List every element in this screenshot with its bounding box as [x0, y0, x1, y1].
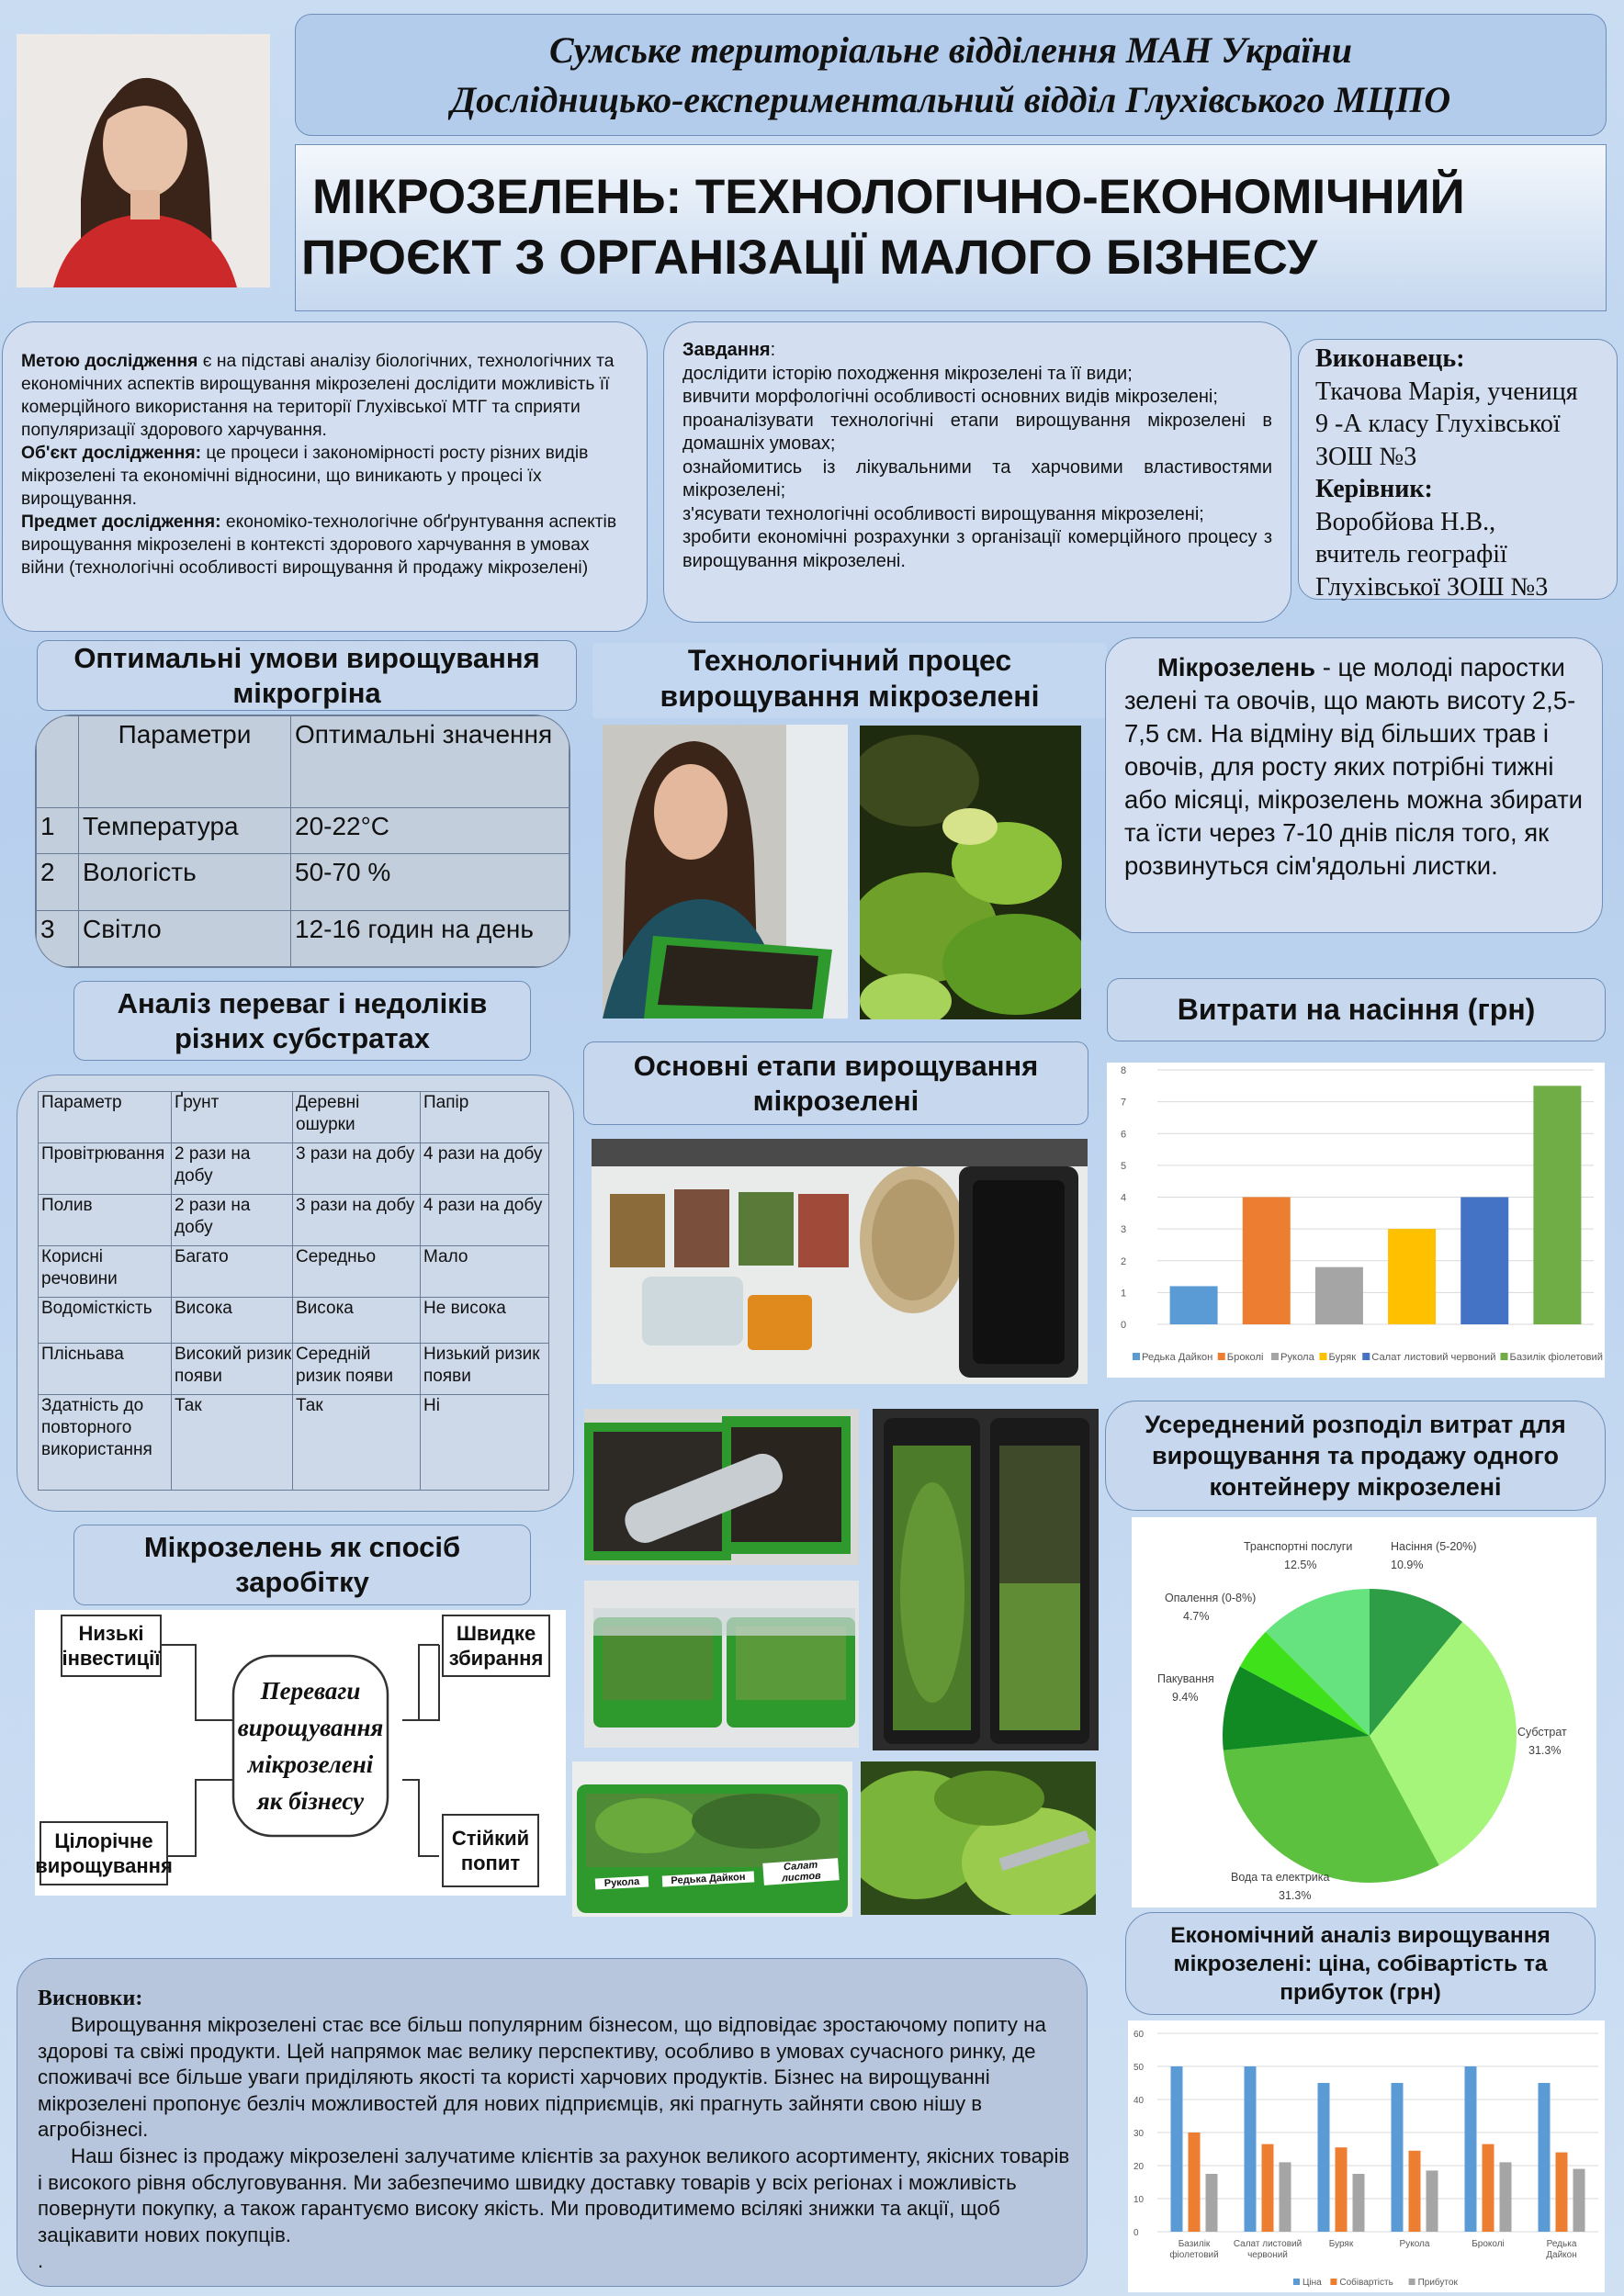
author-portrait	[17, 34, 270, 287]
y-tick-label: 50	[1133, 2063, 1145, 2073]
bar	[1170, 1286, 1218, 1324]
table-row: Корисні речовини Багато Середньо Мало	[39, 1246, 549, 1298]
legend-label: Редька Дайкон	[1142, 1352, 1213, 1363]
conditions-col-value: Оптимальні значення	[291, 716, 570, 808]
y-tick-label: 5	[1121, 1160, 1127, 1172]
conditions-col-param: Параметри	[79, 716, 291, 808]
definition-panel	[1105, 637, 1603, 933]
slice-percent: 4.7%	[1183, 1610, 1210, 1623]
y-tick-label: 60	[1133, 2030, 1145, 2040]
purpose-panel	[2, 321, 648, 632]
cost-distribution-heading: Усереднений розподіл витрат для вирощування та продажу одного контейнеру мікрозелені	[1105, 1401, 1606, 1511]
y-tick-label: 40	[1133, 2096, 1145, 2106]
conditions-heading: Оптимальні умови вирощування мікрогріна	[37, 640, 577, 711]
bar	[1353, 2174, 1365, 2232]
bar	[1483, 2144, 1494, 2232]
task-item: дослідити історію походження мікрозелені та її види;	[682, 363, 1133, 384]
performer-class: 9 -А класу Глухівської	[1315, 410, 1561, 438]
legend-swatch	[1501, 1353, 1508, 1360]
slice-label: Пакування	[1157, 1672, 1214, 1685]
bar	[1465, 2066, 1477, 2232]
stable-demand-box: Стійкий попит	[442, 1814, 539, 1887]
table-row: 3 Світло 12-16 годин на день	[37, 911, 570, 967]
y-tick-label: 0	[1133, 2228, 1139, 2238]
y-tick-label: 4	[1121, 1192, 1127, 1204]
tech-process-heading: Технологічний процес вирощування мікрозелені	[592, 643, 1107, 718]
photo-harvest	[861, 1761, 1096, 1915]
photo-labeled-tray	[572, 1761, 852, 1917]
bar	[1171, 2066, 1183, 2232]
legend-swatch	[1330, 2279, 1336, 2285]
x-tick-label: Дайкон	[1546, 2250, 1577, 2260]
bar	[1243, 1198, 1291, 1325]
bar	[1318, 2083, 1330, 2232]
tasks-label: Завдання	[682, 340, 771, 360]
conclusions-label: Висновки:	[38, 1986, 143, 2010]
author-panel	[1298, 339, 1618, 600]
legend-label: Броколі	[1226, 1352, 1264, 1363]
conditions-table	[36, 715, 570, 967]
slice-label: Вода та електрика	[1231, 1871, 1330, 1884]
bar	[1460, 1198, 1508, 1325]
title-line-2: ПРОЄКТ З ОРГАНІЗАЦІЇ МАЛОГО БІЗНЕСУ	[301, 231, 1318, 285]
stages-heading: Основні етапи вирощування мікрозелені	[583, 1041, 1088, 1125]
task-item: вивчити морфологічні особливості основних видів мікрозелені;	[682, 387, 1218, 407]
table-row: Водомісткість Висока Висока Не висока	[39, 1298, 549, 1344]
bar	[1206, 2174, 1218, 2232]
bar	[1409, 2151, 1421, 2232]
legend-label: Прибуток	[1417, 2278, 1458, 2288]
legend-swatch	[1362, 1353, 1370, 1360]
slice-percent: 9.4%	[1172, 1691, 1199, 1704]
cost-distribution-plot	[1132, 1517, 1596, 1908]
table-row: Полив 2 рази на добу 3 рази на добу 4 рази на добу	[39, 1195, 549, 1246]
business-heading: Мікрозелень як спосіб заробітку	[73, 1525, 531, 1605]
legend-swatch	[1409, 2279, 1415, 2285]
legend-swatch	[1218, 1353, 1225, 1360]
bar	[1392, 2083, 1404, 2232]
legend-label: Ціна	[1303, 2278, 1322, 2288]
task-item: ознайомитись із лікувальними та харчовими властивостями мікрозелені;	[682, 456, 1272, 501]
economic-plot	[1128, 2020, 1605, 2292]
slice-percent: 31.3%	[1279, 1889, 1312, 1902]
poster-title	[295, 144, 1607, 311]
definition-term: Мікрозелень	[1157, 653, 1316, 681]
y-tick-label: 6	[1121, 1129, 1127, 1141]
table-row: 1 Температура 20-22°С	[37, 808, 570, 854]
slice-percent: 12.5%	[1284, 1559, 1317, 1571]
substrates-panel	[17, 1075, 574, 1512]
conclusions-panel	[17, 1958, 1088, 2287]
supervisor-label: Керівник:	[1315, 475, 1433, 503]
bar	[1388, 1229, 1436, 1324]
economic-heading: Економічний аналіз вирощування мікрозелені: ціна, собівартість та прибуток (грн)	[1125, 1912, 1596, 2015]
tray-label: Редька Дайкон	[662, 1871, 754, 1886]
purpose-subject: Предмет дослідження: економіко-технологічне обґрунтування аспектів вирощування мікрозелені в контексті здорового харчування в умовах війни (технологічні особливості вирощування й продажу мікрозелені)	[21, 512, 617, 578]
purpose-goal: Метою дослідження є на підставі аналізу біологічних, технологічних та економічних аспектів вирощування мікрозелені дослідити можливість її комерційного використання на території Глухівської МТГ та сприяти популяризації здорового харчування.	[21, 352, 615, 440]
legend-swatch	[1293, 2279, 1300, 2285]
tray-label: Салат листов	[762, 1858, 839, 1885]
conditions-table-wrap	[35, 715, 570, 968]
legend-swatch	[1133, 1353, 1140, 1360]
business-center-label: Переваги вирощування мікрозелені як бізнесу	[237, 1677, 384, 1815]
purpose-object: Об'єкт дослідження: це процеси і закономірності росту різних видів мікрозелені та економічні відносини, що виникають у процесі їх вирощування.	[21, 444, 589, 509]
year-round-box: Цілорічне вирощування	[39, 1821, 168, 1885]
photo-girl-with-tray	[603, 725, 848, 1019]
x-tick-label: Редька	[1546, 2239, 1577, 2249]
low-investment-box: Низькі інвестиції	[61, 1615, 162, 1677]
seed-costs-plot	[1107, 1063, 1605, 1378]
y-tick-label: 20	[1133, 2162, 1145, 2172]
bar	[1533, 1086, 1581, 1324]
x-tick-label: Рукола	[1399, 2239, 1430, 2249]
x-tick-label: фіолетовий	[1169, 2250, 1219, 2260]
legend-label: Салат листовий червоний	[1371, 1352, 1496, 1363]
bar	[1427, 2170, 1438, 2232]
bar	[1539, 2083, 1551, 2232]
fast-harvest-box: Швидке збирання	[442, 1615, 550, 1677]
supervisor-school: Глухівської ЗОШ №3	[1315, 572, 1549, 602]
title-line-1: МІКРОЗЕЛЕНЬ: ТЕХНОЛОГІЧНО-ЕКОНОМІЧНИЙ	[312, 170, 1465, 224]
table-row: Здатність до повторного використання Так Так Ні	[39, 1395, 549, 1491]
table-row: Плісньава Високий ризик появи Середній ризик появи Низький ризик появи	[39, 1344, 549, 1395]
slice-label: Транспортні послуги	[1244, 1540, 1353, 1553]
x-tick-label: червоний	[1247, 2250, 1288, 2260]
bar	[1315, 1267, 1363, 1324]
photo-supplies	[592, 1139, 1088, 1384]
slice-percent: 10.9%	[1391, 1559, 1424, 1571]
performer-school: ЗОШ №3	[1315, 442, 1417, 471]
organization-header	[295, 14, 1607, 136]
y-tick-label: 2	[1121, 1255, 1127, 1267]
org-line-2: Дослідницько-експериментальний відділ Глухівського МЦПО	[450, 78, 1451, 120]
bar	[1245, 2066, 1257, 2232]
y-tick-label: 0	[1121, 1320, 1127, 1331]
task-item: зробити економічні розрахунки з організації комерційного процесу з вирощування мікрозелені.	[682, 527, 1272, 571]
table-row: 2 Вологість 50-70 %	[37, 854, 570, 911]
legend-swatch	[1320, 1353, 1327, 1360]
photo-trays-film	[584, 1409, 859, 1565]
cost-distribution-chart	[1132, 1517, 1596, 1908]
legend-label: Базилік фіолетовий	[1509, 1352, 1604, 1363]
slice-label: Субстрат	[1517, 1726, 1567, 1739]
table-row: Провітрювання 2 рази на добу 3 рази на добу 4 рази на добу	[39, 1143, 549, 1195]
y-tick-label: 7	[1121, 1097, 1127, 1109]
legend-label: Рукола	[1280, 1352, 1314, 1363]
org-line-1: Сумське територіальне відділення МАН України	[549, 28, 1352, 71]
bar	[1573, 2169, 1585, 2232]
x-tick-label: Буряк	[1328, 2239, 1354, 2249]
y-tick-label: 1	[1121, 1288, 1127, 1300]
seed-costs-chart	[1107, 1063, 1605, 1378]
conclusions-trail: .	[38, 2249, 44, 2273]
bar	[1189, 2133, 1201, 2232]
y-tick-label: 10	[1133, 2195, 1145, 2205]
photo-sprouts-closeup	[860, 726, 1081, 1019]
photo-trays-lids	[584, 1581, 859, 1748]
bar	[1556, 2153, 1568, 2232]
supervisor-name: Воробйова Н.В.,	[1315, 507, 1496, 536]
bar	[1280, 2162, 1291, 2232]
economic-chart	[1128, 2020, 1605, 2292]
legend-label: Собівартість	[1339, 2278, 1393, 2288]
performer-name: Ткачова Марія, учениця	[1315, 377, 1578, 406]
conclusions-p2: Наш бізнес із продажу мікрозелені залучатиме клієнтів за рахунок великого асортименту, якісних товарів і високого рівня обслуговування. Ми забезпечимо швидку доставку товарів у всіх регіонах і можливість повернути покупку, а також гарантуємо високу якість. Ми проводитимемо всілякі знижки та акції, щоб зацікавити нових покупців.	[38, 2144, 1070, 2246]
photo-tall-trays	[873, 1409, 1099, 1750]
seed-costs-heading: Витрати на насіння (грн)	[1107, 978, 1606, 1041]
conclusions-p1: Вирощування мікрозелені стає все більш популярним бізнесом, що відповідає зростаючому попиту на здорові та свіжі продукти. Цей напрямок має велику перспективу, особливо в умовах сучасного ринку, де споживачі все більше уваги приділяють якості та користі харчових продуктів. Бізнес на вирощуванні мікрозелені пропонує безліч можливостей для нових підприємців, які прагнуть зайняти свою нішу в агробізнесі.	[38, 2013, 1046, 2142]
supervisor-role: вчитель географії	[1315, 540, 1507, 568]
x-tick-label: Салат листовий	[1233, 2239, 1303, 2249]
task-item: з'ясувати технологічні особливості вирощування мікрозелені;	[682, 503, 1204, 524]
bar	[1336, 2147, 1348, 2232]
bar	[1262, 2144, 1274, 2232]
x-tick-label: Броколі	[1472, 2239, 1505, 2249]
performer-label: Виконавець:	[1315, 344, 1465, 373]
slice-percent: 31.3%	[1528, 1744, 1562, 1757]
legend-swatch	[1271, 1353, 1279, 1360]
slice-label: Насіння (5-20%)	[1391, 1540, 1477, 1553]
y-tick-label: 8	[1121, 1065, 1127, 1076]
y-tick-label: 3	[1121, 1224, 1127, 1236]
x-tick-label: Базилік	[1178, 2239, 1211, 2249]
substrates-heading: Аналіз переваг і недоліків різних субстратах	[73, 981, 531, 1061]
task-item: проаналізувати технологічні етапи вирощування мікрозелені в домашніх умовах;	[682, 410, 1272, 454]
legend-label: Буряк	[1328, 1352, 1357, 1363]
slice-label: Опалення (0-8%)	[1165, 1592, 1257, 1604]
tasks-panel: Завдання: дослідити історію походження мікрозелені та її види; вивчити морфологічні особливості основних видів мікрозелені; проаналізувати технологічні етапи вирощування мікрозелені в домашніх умовах; ознайомитись із лікувальними та харчовими властивостями мікрозелені; з'ясувати технологічні особливості вирощування мікрозелені; зробити економічні розрахунки з організації комерційного процесу з вирощування мікрозелені.	[663, 321, 1291, 623]
bar	[1500, 2162, 1512, 2232]
substrates-table: Параметр Ґрунт Деревні ошурки Папір Провітрювання 2 рази на добу 3 рази на добу 4 рази на добу Полив 2 рази на добу 3 рази на добу 4 рази на добу Корисні речовини Багато Середньо Мало Водомісткість Висока Висока Не висока Плісньава Високий ризик появи Середній ризик появи Низький ризик появи Здатність до повторного використання Так Так Ні	[38, 1091, 549, 1491]
business-diagram	[35, 1610, 566, 1896]
y-tick-label: 30	[1133, 2129, 1145, 2139]
definition-text: - це молоді паростки зелені та овочів, що мають висоту 2,5-7,5 см. На відміну від більших трав і овочів, для росту яких потрібні тижні або місяці, мікрозелень можна збирати та їсти через 7-10 днів після того, як розвинуться сім'ядольні листки.	[1124, 653, 1584, 880]
tray-label: Рукола	[595, 1875, 649, 1889]
